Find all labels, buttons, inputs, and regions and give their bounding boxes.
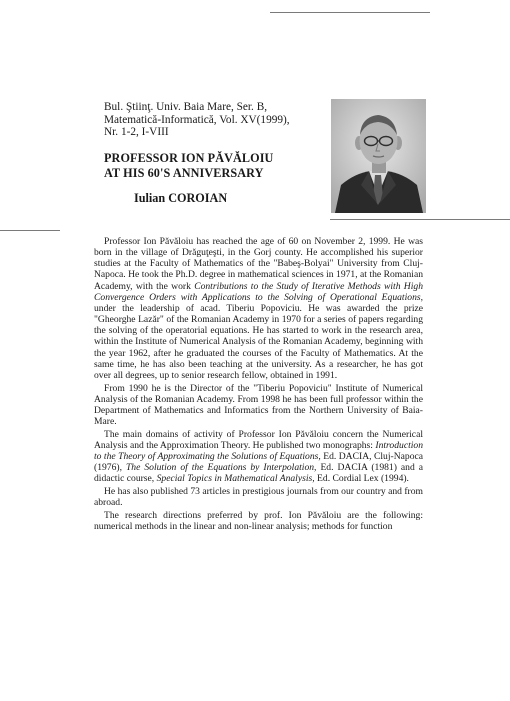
journal-line-3: Nr. 1-2, I-VIII — [104, 126, 169, 139]
article-body — [94, 236, 423, 534]
article-title — [104, 151, 273, 180]
journal-line-2: Matematică-Informatică, Vol. XV(1999), — [104, 113, 290, 126]
text-run: Ed. Cordial Lex (1994). — [314, 473, 409, 485]
portrait-photo-image — [331, 99, 426, 213]
italic-run: Special Topics in Mathematical Analysis, — [156, 473, 315, 485]
paragraph-4: He has also published 73 articles in prestigious journals from our country and from abroad. — [94, 485, 423, 509]
text-run: Professor Ion Păvăloiu has reached the age of 60 on November 2, 1999. He was born in the village of Drăguţeşti, in the Gorj county. He accomplished his superior studies at the Faculty of Mathematics of the "Babeş-Bolyai" University from Cluj-Napoca. He took the Ph.D. degree in mathematical sciences in 1971, at the Romanian Academy, with the work — [94, 236, 423, 292]
italic-run: Contributions to the Study of Iterative Methods with High Convergence Orders with Applications to the Solving of Operational Equations, — [94, 280, 423, 303]
title-line-1: PROFESSOR ION PĂVĂLOIU — [104, 151, 274, 165]
author-name: Iulian COROIAN — [134, 191, 228, 205]
text-run: Ed. DACIA (1981) and a didactic course, — [94, 462, 423, 485]
scan-line — [0, 230, 60, 231]
text-run: under the leadership of acad. Tiberiu Popoviciu. He was awarded the prize "Gheorghe Lazăr" of the Romanian Academy in 1970 for a series of papers regarding the solving of the operatorial equations. He has started to work in the research area, within the Institute of Numerical Analysis of the Romanian Academy, beginning with the year 1962, after he graduated the courses of the Faculty of Mathematics. At the same time, he has also been teaching at the university. As a researcher, he has got over all degrees, up to senior research fellow, obtained in 1991. — [94, 302, 423, 381]
paragraph-3 — [94, 429, 423, 485]
journal-header — [104, 101, 334, 139]
portrait-photo — [331, 99, 426, 213]
text-run: The main domains of activity of Professor Ion Păvăloiu concern the Numerical Analysis and the Approximation Theory. He published two monographs: — [94, 428, 423, 451]
scan-line — [270, 12, 430, 13]
paragraph-2: From 1990 he is the Director of the "Tiberiu Popoviciu" Institute of Numerical Analysis of the Romanian Academy. From 1998 he has been full professor within the Department of Mathematics and Informatics from the Northern University of Baia-Mare. — [94, 382, 423, 427]
italic-run: Introduction to the Theory of Approximating the Solutions of Equations, — [94, 439, 423, 462]
text-run: Ed. DACIA, Cluj-Napoca (1976), — [94, 450, 424, 474]
paragraph-1 — [94, 236, 423, 381]
italic-run: The Solution of the Equations by Interpolation, — [125, 462, 317, 474]
title-line-2: AT HIS 60'S ANNIVERSARY — [104, 165, 264, 180]
scan-line — [330, 219, 510, 220]
paragraph-5: The research directions preferred by prof. Ion Păvăloiu are the following: numerical methods in the linear and non-linear analysis; methods for function — [94, 509, 423, 532]
journal-line-1: Bul. Ştiinţ. Univ. Baia Mare, Ser. B, — [104, 101, 268, 113]
